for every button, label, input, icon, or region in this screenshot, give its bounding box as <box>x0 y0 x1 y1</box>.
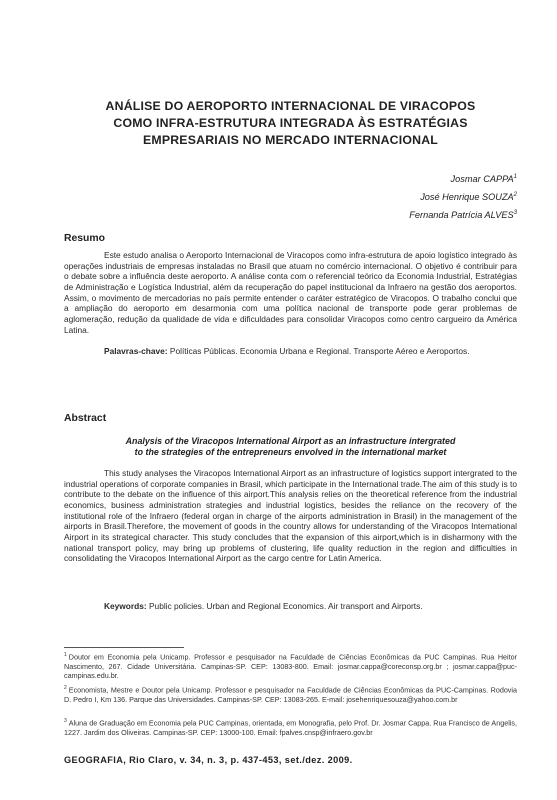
footnote-mark[interactable]: 3 <box>513 210 517 217</box>
author-list <box>217 169 517 223</box>
abstract-body: This study analyses the Viracopos International Airport as an infrastructure of logistics support intergrated to the industrial operations of corporate companies in Brasil, which participate in the International trade.The aim of this study is to contribute to the debate on the influence of this airport.This analysis relies on the theoretical reference from the industrial economics, business administration strategies and industrial logistics, besides the reliance on the recovery of the institutional role of the Infraero (federal organ in charge of the airports administration in Brasil) in the management of the airports in Brasil.Therefore, the movement of goods in the country allows for understanding of the Viracopos International Airport in its strategical character. This study concludes that the expansion of this airport,which is in disharmony with the national transport policy, may bring up problems of clustering, life quality reduction in the region and difficulties in consolidating the Viracopos International Airport as the cargo centre for Latin America. <box>64 468 517 564</box>
title-line: ANÁLISE DO AEROPORTO INTERNACIONAL DE VIRACOPOS <box>105 99 476 113</box>
journal-citation: GEOGRAFIA, Rio Claro, v. 34, n. 3, p. 437-453, set./dez. 2009. <box>64 755 353 765</box>
author: Fernanda Patrícia ALVES$^3$ <box>409 210 517 221</box>
footnote-mark[interactable]: 1 <box>513 174 517 180</box>
author: Josmar CAPPA$^1$ <box>450 174 517 185</box>
resumo-body: Este estudo analisa o Aeroporto Internacional de Viracopos como infra-estrutura de apoio logístico integrado às operações industriais de empresas instaladas no Brasil que atuam no comércio internacional. O objetivo é contribuir para o debate sobre a influência deste aeroporto. A análise conta com o referencial teórico da Economia Industrial, Estratégias de Administração e Logística Industrial, além da recuperação do papel institucional da Infraero na gestão dos aeroportos. Assim, o movimento de mercadorias no país permite entender o caráter estratégico de Viracopos. O trabalho conclui que a ampliação do aeroporto em desarmonia com uma política nacional de transporte pode gerar problemas de aglomeração, redução da qualidade de vida e dificuldades para consolidar Viracopos como centro cargueiro da América Latina. <box>64 250 517 335</box>
resumo-keywords: Palavras-chave: Políticas Públicas. Economia Urbana e Regional. Transporte Aéreo e Aeroportos. <box>104 346 470 356</box>
article-title <box>64 98 517 149</box>
footnote-2: $^2$ Economista, Mestre e Doutor pela Unicamp. Professor e pesquisador na Faculdade de Ciências Econômicas da PUC-Campinas. Rodovia D. Pedro I, Km 136. Parque das Universidades. Campinas-SP. CEP: 13083-265. E-mail: josehenriquesouza@yahoo.com.br <box>64 685 517 704</box>
footnote-divider <box>64 647 184 648</box>
resumo-heading: Resumo <box>64 233 105 244</box>
title-line: COMO INFRA-ESTRUTURA INTEGRADA ÀS ESTRATÉGIAS <box>113 116 468 130</box>
abstract-subtitle: Analysis of the Viracopos International Airport as an infrastructure intergrated to the strategies of the entrepreneurs envolved in the international market <box>125 436 456 457</box>
author: José Henrique SOUZA$^2$ <box>420 192 517 203</box>
abstract-keywords: Keywords: Public policies. Urban and Regional Economics. Air transport and Airports. <box>104 601 423 611</box>
footnote-1: $^1$ Doutor em Economia pela Unicamp. Professor e pesquisador na Faculdade de Ciências Econômicas da PUC Campinas. Rua Heitor Nascimento, 267. Cidade Universitária. Campinas-SP. CEP: 13083-800. Email: josmar.cappa@coreconsp.org.br ; josmar.cappa@puc-campinas.edu.br. <box>64 652 517 680</box>
abstract-heading: Abstract <box>64 413 107 424</box>
footnote-mark[interactable]: 2 <box>513 192 517 199</box>
footnote-3: $^3$ Aluna de Graduação em Economia pela PUC Campinas, orientada, em Monografia, pelo Prof. Dr. Josmar Cappa. Rua Francisco de Angelis, 1227. Jardim dos Oliveiras. Campinas-SP. CEP: 13000-100. Email: fpalves.cnsp@infraero.gov.br <box>64 718 517 737</box>
title-line: EMPRESARIAIS NO MERCADO INTERNACIONAL <box>142 133 439 147</box>
